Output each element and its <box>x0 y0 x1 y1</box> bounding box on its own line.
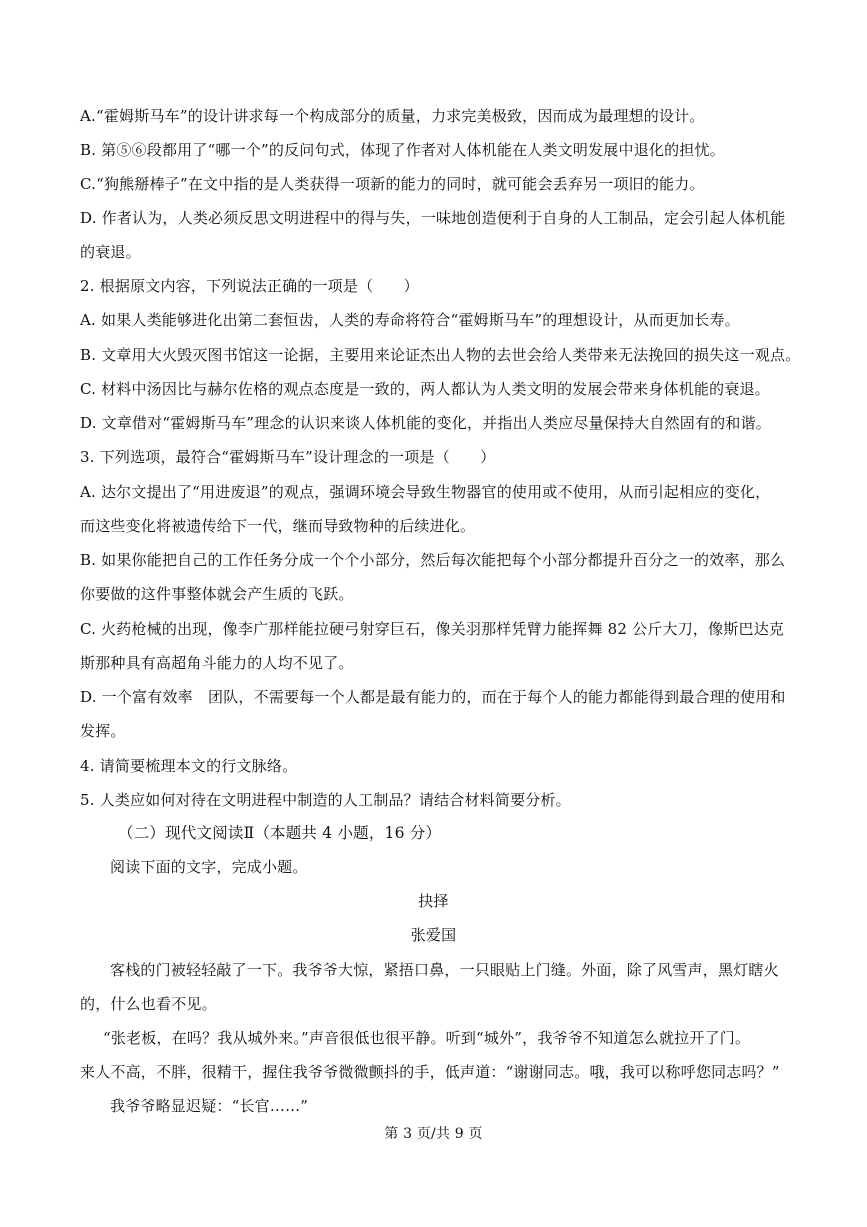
option-b-q2: B. 文章用大火毁灭图书馆这一论据，主要用来论证杰出人物的去世会给人类带来无法挽回的损失这一观点。 <box>80 346 801 364</box>
option-c-q1: C.“狗熊掰棒子”在文中指的是人类获得一项新的能力的同时，就可能会丢弃另一项旧的能力。 <box>80 175 705 193</box>
question-2: 2. 根据原文内容，下列说法正确的一项是（ ） <box>80 277 419 295</box>
story-paragraph-1: 客栈的门被轻轻敲了一下。我爷爷大惊，紧捂口鼻，一只眼贴上门缝。外面，除了风雪声，黑灯瞎火 <box>110 961 779 979</box>
option-a-q1: A.“霍姆斯马车”的设计讲求每一个构成部分的质量，力求完美极致，因而成为最理想的设计。 <box>80 107 705 125</box>
option-c-q3-cont: 斯那种具有高超角斗能力的人均不见了。 <box>80 654 354 672</box>
option-d-q2: D. 文章借对“霍姆斯马车”理念的认识来谈人体机能的变化，并指出人类应尽量保持大自然固有的和谐。 <box>80 414 771 432</box>
option-c-q2: C. 材料中汤因比与赫尔佐格的观点态度是一致的，两人都认为人类文明的发展会带来身体机能的衰退。 <box>80 380 770 398</box>
option-a-q2: A. 如果人类能够进化出第二套恒齿，人类的寿命将符合“霍姆斯马车”的理想设计，从而更加长寿。 <box>80 311 740 329</box>
option-b-q1: B. 第⑤⑥段都用了“哪一个”的反问句式，体现了作者对人体机能在人类文明发展中退化的担忧。 <box>80 141 725 159</box>
option-d-q3-cont: 发挥。 <box>80 722 126 740</box>
story-author: 张爱国 <box>410 926 457 944</box>
option-b-q3: B. 如果你能把自己的工作任务分成一个个小部分，然后每次能把每个小部分都提升百分之一的效率，那么 <box>80 551 786 569</box>
question-3: 3. 下列选项，最符合“霍姆斯马车”设计理念的一项是（ ） <box>80 448 496 466</box>
reading-instruction: 阅读下面的文字，完成小题。 <box>110 858 308 876</box>
option-a-q3: A. 达尔文提出了“用进废退”的观点，强调环境会导致生物器官的使用或不使用，从而引起相应的变化， <box>80 483 771 501</box>
option-d-q3: D. 一个富有效率 团队，不需要每一个人都是最有能力的，而在于每个人的能力都能得到最合理的使用和 <box>80 688 786 706</box>
option-a-q3-cont: 而这些变化将被遗传给下一代，继而导致物种的后续进化。 <box>80 517 476 535</box>
option-d-q1-cont: 的衰退。 <box>80 243 141 261</box>
story-paragraph-3: 我爷爷略显迟疑：“长官……” <box>110 1097 309 1115</box>
question-4: 4. 请简要梳理本文的行文脉络。 <box>80 757 298 775</box>
page-footer: 第 3 页/共 9 页 <box>384 1126 483 1142</box>
option-b-q3-cont: 你要做的这件事整体就会产生质的飞跃。 <box>80 585 354 603</box>
story-paragraph-1-cont: 的，什么也看不见。 <box>80 995 217 1013</box>
option-d-q1: D. 作者认为，人类必须反思文明进程中的得与失，一味地创造便利于自身的人工制品，定会引起人体机能 <box>80 209 786 227</box>
story-title: 抉择 <box>418 892 449 910</box>
story-paragraph-2-cont: 来人不高，不胖，很精干，握住我爷爷微微颤抖的手，低声道：“谢谢同志。哦，我可以称呼您同志吗？” <box>80 1063 780 1081</box>
story-paragraph-2: “张老板，在吗？我从城外来。”声音很低也很平静。听到“城外”，我爷爷不知道怎么就拉开了门。 <box>103 1029 751 1047</box>
question-5: 5. 人类应如何对待在文明进程中制造的人工制品？请结合材料简要分析。 <box>80 791 571 809</box>
option-c-q3: C. 火药枪械的出现，像李广那样能拉硬弓射穿巨石，像关羽那样凭臂力能挥舞 82 公斤大刀，像斯巴达克 <box>80 620 785 638</box>
section-heading: （二）现代文阅读Ⅱ（本题共 4 小题，16 分） <box>118 824 442 842</box>
